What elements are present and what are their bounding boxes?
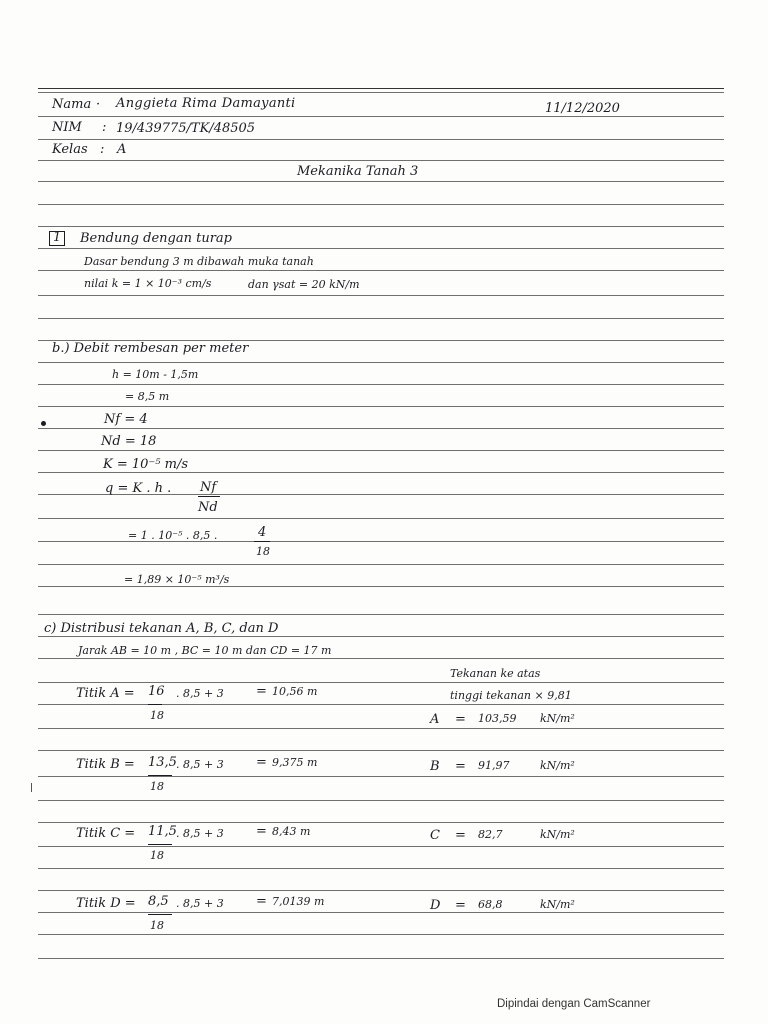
point-denominator: 18 bbox=[150, 849, 164, 862]
point-pressure-equals: = bbox=[455, 712, 466, 727]
fraction-bar bbox=[148, 775, 172, 776]
point-equals: = bbox=[256, 894, 267, 909]
part-b-sub-denominator: 18 bbox=[256, 545, 270, 558]
ruled-line bbox=[38, 868, 724, 869]
part-b-h1: h = 10m - 1,5m bbox=[112, 368, 199, 381]
problem-title: Bendung dengan turap bbox=[80, 231, 232, 246]
ruled-line bbox=[38, 704, 724, 705]
part-b-nf: Nf = 4 bbox=[104, 412, 148, 427]
ruled-line bbox=[38, 318, 724, 319]
ruled-line bbox=[38, 800, 724, 801]
ruled-line bbox=[38, 682, 724, 683]
part-b-result: = 1,89 × 10⁻⁵ m³/s bbox=[124, 573, 230, 586]
ruled-line bbox=[38, 204, 724, 205]
nim-value: 19/439775/TK/48505 bbox=[116, 121, 256, 136]
problem-line-dasar: Dasar bendung 3 m dibawah muka tanah bbox=[84, 255, 314, 268]
ruled-line bbox=[38, 384, 724, 385]
ruled-line bbox=[38, 890, 724, 891]
ruled-line bbox=[38, 362, 724, 363]
problem-number: 1 bbox=[53, 230, 62, 245]
part-b-title: b.) Debit rembesan per meter bbox=[52, 341, 249, 356]
fraction-bar bbox=[148, 704, 162, 705]
ruled-line bbox=[38, 450, 724, 451]
point-pressure-value: 91,97 bbox=[478, 759, 510, 772]
ruled-line bbox=[38, 428, 724, 429]
point-pressure-label: C bbox=[430, 828, 440, 843]
ruled-line bbox=[38, 934, 724, 935]
ruled-line bbox=[38, 728, 724, 729]
fraction-bar bbox=[148, 844, 172, 845]
ruled-line bbox=[38, 564, 724, 565]
point-head-value: 10,56 m bbox=[272, 685, 318, 698]
ruled-line bbox=[38, 270, 724, 271]
point-pressure-value: 68,8 bbox=[478, 898, 503, 911]
ruled-line bbox=[38, 846, 724, 847]
ruled-line bbox=[38, 750, 724, 751]
point-pressure-unit: kN/m² bbox=[540, 759, 575, 772]
point-pressure-unit: kN/m² bbox=[540, 712, 575, 725]
point-pressure-label: D bbox=[430, 898, 441, 913]
part-b-nd: Nd = 18 bbox=[101, 434, 157, 449]
ruled-line bbox=[38, 614, 724, 615]
part-c-title: c) Distribusi tekanan A, B, C, dan D bbox=[44, 621, 279, 636]
point-denominator: 18 bbox=[150, 709, 164, 722]
ruled-line bbox=[38, 295, 724, 296]
student-name: Anggieta Rima Damayanti bbox=[116, 96, 296, 111]
class-label: Kelas bbox=[52, 142, 88, 157]
point-pressure-equals: = bbox=[455, 828, 466, 843]
point-denominator: 18 bbox=[150, 919, 164, 932]
ruled-line bbox=[38, 822, 724, 823]
ruled-line bbox=[38, 776, 724, 777]
point-label: Titik A = bbox=[76, 686, 135, 701]
ruled-line bbox=[38, 139, 724, 140]
point-head-value: 8,43 m bbox=[272, 825, 311, 838]
part-b-sub-numerator: 4 bbox=[258, 525, 267, 540]
fraction-bar bbox=[254, 541, 270, 542]
problem-line-gamma: dan γsat = 20 kN/m bbox=[248, 278, 360, 291]
ruled-line bbox=[38, 518, 724, 519]
point-numerator: 16 bbox=[148, 684, 165, 699]
problem-line-k: nilai k = 1 × 10⁻³ cm/s bbox=[84, 277, 212, 290]
point-pressure-value: 103,59 bbox=[478, 712, 517, 725]
point-expression: . 8,5 + 3 bbox=[176, 897, 224, 910]
point-equals: = bbox=[256, 755, 267, 770]
fraction-bar bbox=[148, 914, 172, 915]
ruled-line bbox=[38, 912, 724, 913]
part-b-q-formula: q = K . h . bbox=[105, 481, 172, 496]
point-equals: = bbox=[256, 824, 267, 839]
part-b-k: K = 10⁻⁵ m/s bbox=[103, 457, 188, 472]
point-label: Titik D = bbox=[76, 896, 136, 911]
point-numerator: 11,5 bbox=[148, 824, 177, 839]
ruled-line bbox=[38, 636, 724, 637]
part-b-h2: = 8,5 m bbox=[125, 390, 170, 403]
ruled-line bbox=[38, 658, 724, 659]
part-b-q-denominator: Nd bbox=[198, 500, 218, 515]
point-expression: . 8,5 + 3 bbox=[176, 758, 224, 771]
pressure-heading: Tekanan ke atas bbox=[450, 667, 541, 680]
point-label: Titik C = bbox=[76, 826, 136, 841]
class-separator: : bbox=[100, 142, 105, 157]
point-numerator: 13,5 bbox=[148, 755, 177, 770]
nim-label: NIM bbox=[52, 120, 82, 135]
scanner-watermark: Dipindai dengan CamScanner bbox=[497, 998, 651, 1010]
point-pressure-unit: kN/m² bbox=[540, 828, 575, 841]
name-separator: · bbox=[96, 97, 101, 112]
point-head-value: 7,0139 m bbox=[272, 895, 325, 908]
nim-separator: : bbox=[102, 120, 107, 135]
point-pressure-equals: = bbox=[455, 759, 466, 774]
margin-mark bbox=[31, 783, 32, 792]
ruled-line bbox=[38, 248, 724, 249]
part-c-distances: Jarak AB = 10 m , BC = 10 m dan CD = 17 m bbox=[78, 644, 332, 657]
point-denominator: 18 bbox=[150, 780, 164, 793]
ruled-line bbox=[38, 226, 724, 227]
point-head-value: 9,375 m bbox=[272, 756, 318, 769]
ruled-line bbox=[38, 116, 724, 117]
course-title: Mekanika Tanah 3 bbox=[297, 164, 419, 179]
name-label: Nama bbox=[52, 97, 92, 112]
pressure-formula: tinggi tekanan × 9,81 bbox=[450, 689, 572, 702]
point-expression: . 8,5 + 3 bbox=[176, 687, 224, 700]
ruled-line bbox=[38, 472, 724, 473]
ruled-line bbox=[38, 88, 724, 89]
date: 11/12/2020 bbox=[545, 101, 620, 116]
point-pressure-value: 82,7 bbox=[478, 828, 503, 841]
point-label: Titik B = bbox=[76, 757, 135, 772]
point-pressure-label: A bbox=[430, 712, 440, 727]
part-b-q-numerator: Nf bbox=[200, 480, 217, 495]
ruled-line bbox=[38, 181, 724, 182]
ruled-line bbox=[38, 958, 724, 959]
ruled-line bbox=[38, 160, 724, 161]
point-pressure-label: B bbox=[430, 759, 440, 774]
point-numerator: 8,5 bbox=[148, 894, 169, 909]
ruled-line bbox=[38, 92, 724, 93]
ruled-line bbox=[38, 406, 724, 407]
point-pressure-unit: kN/m² bbox=[540, 898, 575, 911]
point-equals: = bbox=[256, 684, 267, 699]
fraction-bar bbox=[198, 496, 220, 497]
margin-dot bbox=[41, 421, 46, 426]
point-expression: . 8,5 + 3 bbox=[176, 827, 224, 840]
part-b-substitution: = 1 . 10⁻⁵ . 8,5 . bbox=[128, 529, 218, 542]
class-value: A bbox=[117, 142, 127, 157]
point-pressure-equals: = bbox=[455, 898, 466, 913]
